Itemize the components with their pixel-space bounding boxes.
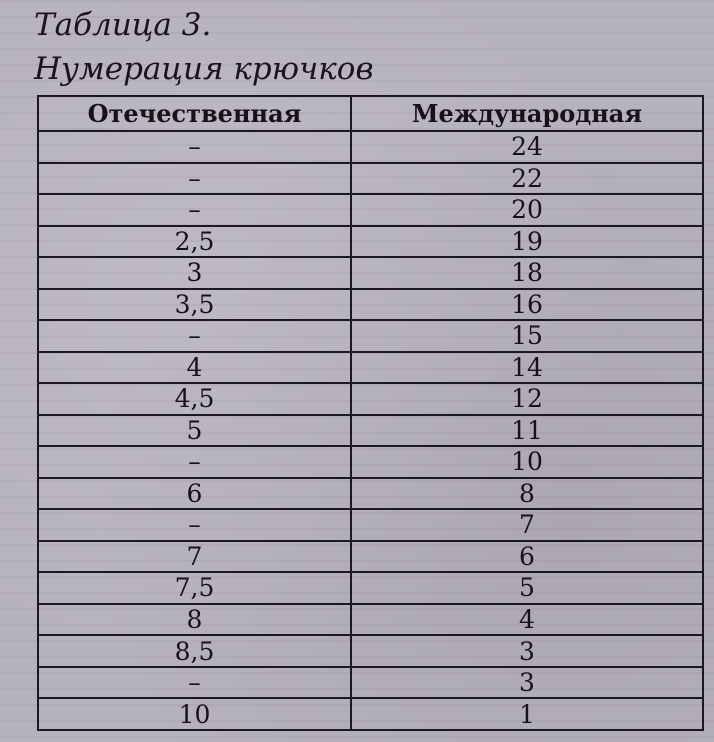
table-row — [38, 604, 703, 636]
domestic-size-cell: 6 — [38, 478, 351, 510]
international-size-cell: 24 — [351, 131, 703, 163]
international-size-cell: 3 — [351, 635, 703, 667]
table-row — [38, 163, 703, 195]
table-row — [38, 415, 703, 447]
table-header-row — [38, 96, 703, 131]
column-header-international: Международная — [351, 96, 703, 131]
table-row — [38, 509, 703, 541]
domestic-size-cell: – — [38, 667, 351, 699]
international-size-cell: 11 — [351, 415, 703, 447]
table-row — [38, 194, 703, 226]
domestic-size-cell: 5 — [38, 415, 351, 447]
domestic-size-cell: 4 — [38, 352, 351, 384]
table-row — [38, 446, 703, 478]
table-row — [38, 572, 703, 604]
international-size-cell: 6 — [351, 541, 703, 573]
domestic-size-cell: – — [38, 320, 351, 352]
international-size-cell: 15 — [351, 320, 703, 352]
domestic-size-cell: 7 — [38, 541, 351, 573]
international-size-cell: 1 — [351, 698, 703, 730]
table-row — [38, 383, 703, 415]
table-row — [38, 635, 703, 667]
table-caption-title: Нумерация крючков — [34, 51, 374, 87]
domestic-size-cell: – — [38, 194, 351, 226]
domestic-size-cell: – — [38, 163, 351, 195]
column-header-domestic: Отечественная — [38, 96, 351, 131]
international-size-cell: 19 — [351, 226, 703, 258]
table-caption-number: Таблица 3. — [34, 7, 212, 43]
international-size-cell: 16 — [351, 289, 703, 321]
table-row — [38, 352, 703, 384]
domestic-size-cell: – — [38, 131, 351, 163]
domestic-size-cell: 4,5 — [38, 383, 351, 415]
table-row — [38, 320, 703, 352]
table-row — [38, 667, 703, 699]
domestic-size-cell: 8 — [38, 604, 351, 636]
international-size-cell: 7 — [351, 509, 703, 541]
hook-numbering-table — [37, 95, 704, 731]
table-row — [38, 131, 703, 163]
international-size-cell: 10 — [351, 446, 703, 478]
international-size-cell: 3 — [351, 667, 703, 699]
table-row — [38, 478, 703, 510]
domestic-size-cell: 7,5 — [38, 572, 351, 604]
table-row — [38, 226, 703, 258]
international-size-cell: 18 — [351, 257, 703, 289]
table-row — [38, 289, 703, 321]
international-size-cell: 8 — [351, 478, 703, 510]
domestic-size-cell: 2,5 — [38, 226, 351, 258]
domestic-size-cell: 3 — [38, 257, 351, 289]
domestic-size-cell: 8,5 — [38, 635, 351, 667]
table-row — [38, 541, 703, 573]
domestic-size-cell: 10 — [38, 698, 351, 730]
domestic-size-cell: 3,5 — [38, 289, 351, 321]
international-size-cell: 4 — [351, 604, 703, 636]
international-size-cell: 14 — [351, 352, 703, 384]
international-size-cell: 22 — [351, 163, 703, 195]
domestic-size-cell: – — [38, 509, 351, 541]
international-size-cell: 12 — [351, 383, 703, 415]
table-row — [38, 257, 703, 289]
table-row — [38, 698, 703, 730]
international-size-cell: 20 — [351, 194, 703, 226]
domestic-size-cell: – — [38, 446, 351, 478]
international-size-cell: 5 — [351, 572, 703, 604]
